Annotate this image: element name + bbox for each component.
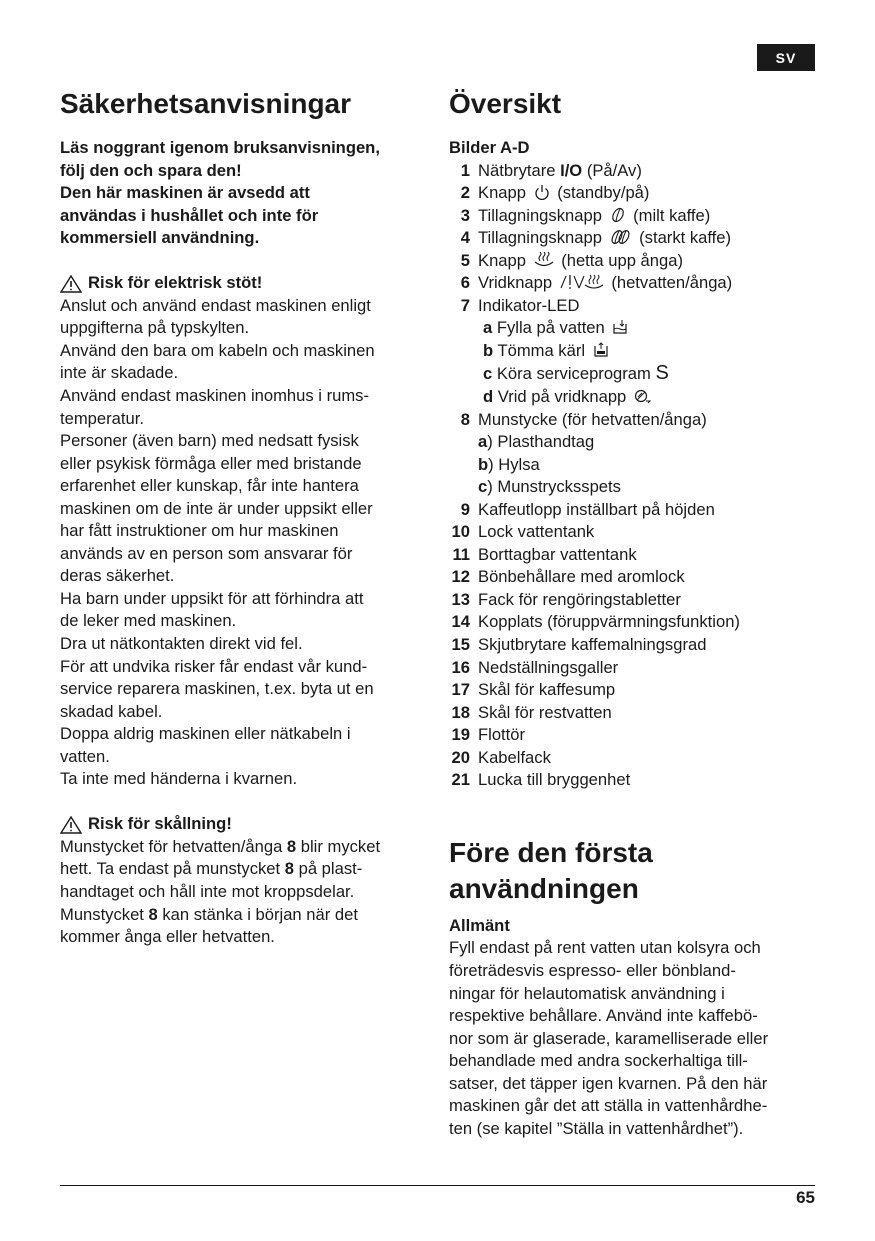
list-item: 7 Indikator-LED [460,295,580,315]
list-item: 13 Fack för rengöringstabletter [451,589,681,609]
fill-water-icon [611,319,629,335]
list-item: 9 Kaffeutlopp inställbart på höjden [460,499,715,519]
strong-coffee-icon [609,229,633,245]
general-text: Fyll endast på rent vatten utan kolsyra och företrädesvis espresso- eller bönbland- ningar för helautomatisk användning i respektive behållare. Använd inte kaffebö- nor som är glaserade, karamelliserade eller behandlade med andra sockerhaltiga till- satser, det täpper igen kvarnen. På den här maskinen går det att ställa in vattenhårdhe- ten (se kapitel ”Ställa in vattenhårdhet”). [449,938,769,1138]
before-first-use-title: Före den första användningen [449,836,653,904]
list-item: 20 Kabelfack [451,747,551,767]
list-item: 17 Skål för kaffesump [451,680,616,700]
electric-warning-text: Anslut och använd endast maskinen enligt uppgifterna på typskylten. Använd den bara om kabeln och maskinen inte är skadade. Använd endast maskinen inomhus i rums- temperatur. Personer (även barn) med nedsatt fysisk eller psykisk förmåga eller med bristande erfarenhet eller kunskap, får inte hantera maskinen om de inte är under uppsikt eller har fått instruktioner om hur maskinen används av en person som ansvarar för deras säkerhet. Ha barn under uppsikt för att förhindra att de leker med maskinen. Dra ut nätkontakten direkt vid fel. För att undvika risker får endast vår kund- service reparera maskinen, t.ex. byta ut en skadad kabel. Doppa aldrig maskinen eller nätkabeln i vatten. Ta inte med händerna i kvarnen. [60,295,375,789]
electric-warning-title: Risk för elektrisk stöt! [88,273,263,293]
list-item: 14 Kopplats (föruppvärmningsfunktion) [451,612,740,632]
list-item: 10 Lock vattentank [451,522,595,542]
led-sub-item: a Fylla på vatten [449,317,839,340]
list-item: 21 Lucka till bryggenhet [451,770,631,790]
turn-knob-icon [633,388,651,404]
power-icon [533,184,551,200]
steam-icon [533,252,555,268]
electric-warning [60,272,432,791]
list-item: 5 Knapp (hetta upp ånga) [460,250,683,270]
scald-warning [60,813,432,948]
list-item: 1 Nätbrytare I/O (På/Av) [460,160,642,180]
scald-warning-text: Munstycket för hetvatten/ånga 8 blir mycket hett. Ta endast på munstycket 8 på plast- handtaget och håll inte mot kroppsdelar. Munstycket 8 kan stänka i början när det kommer ånga eller hetvatten. [60,836,381,947]
empty-tray-icon [592,342,610,358]
list-item: 3 Tillagningsknapp (milt kaffe) [460,205,711,225]
footer-divider [60,1185,815,1186]
list-item: 4 Tillagningsknapp (starkt kaffe) [460,228,732,248]
overview-list [449,137,839,792]
general-title: Allmänt [449,915,510,935]
language-badge: SV [757,44,815,71]
list-item: 19 Flottör [451,725,526,745]
list-item: 11 Borttagbar vattentank [452,544,637,564]
led-sub-item: c Köra serviceprogram S [483,362,669,385]
list-item: 6 Vridknapp (hetvatten/ånga) [460,273,733,293]
page-number: 65 [796,1188,815,1207]
nozzle-sub-item: a) Plasthandtag [478,432,595,452]
list-item: 2 Knapp (standby/på) [460,183,650,203]
overview-column [449,86,839,1140]
list-item: 18 Skål för restvatten [451,702,612,722]
service-symbol: S [655,362,669,385]
rotary-icon [559,274,605,290]
list-item: 8 Munstycke (för hetvatten/ånga) [460,409,707,429]
led-sub-item: d Vrid på vridknapp [449,386,839,409]
overview-subtitle: Bilder A-D [449,138,530,157]
scald-warning-title: Risk för skållning! [88,814,232,834]
warning-triangle-icon [60,275,82,293]
mild-coffee-icon [609,207,627,223]
list-item: 15 Skjutbrytare kaffemalningsgrad [451,635,707,655]
safety-intro: Läs noggrant igenom bruksanvisningen, följ den och spara den! Den här maskinen är avsedd att användas i hushållet och inte för kommersiell användning. [60,138,380,248]
nozzle-sub-item: c) Munstrycksspets [478,477,621,497]
warning-triangle-icon [60,816,82,834]
list-item: 16 Nedställningsgaller [451,657,619,677]
nozzle-sub-item: b) Hylsa [478,454,540,474]
list-item: 12 Bönbehållare med aromlock [451,567,685,587]
safety-column [60,86,432,949]
led-sub-item: b Tömma kärl [449,340,839,363]
safety-title: Säkerhetsanvisningar [60,88,352,119]
before-first-use-section [449,835,839,1140]
overview-title: Översikt [449,88,562,119]
